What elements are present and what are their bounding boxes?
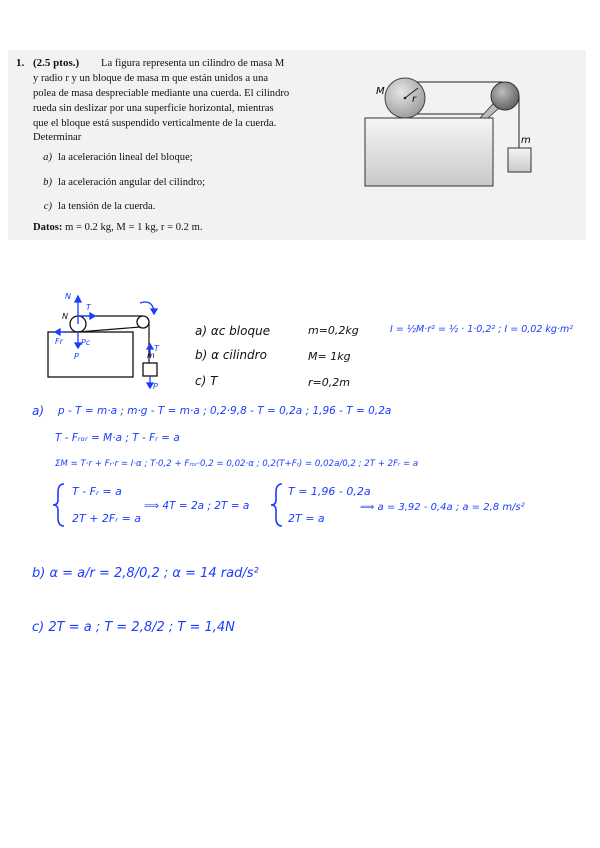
statement-line-2: y radio r y un bloque de masa m que están unidos a una bbox=[33, 73, 269, 84]
item-a-text: la aceleración lineal del bloque; bbox=[58, 152, 193, 163]
item-c-text: la tensión de la cuerda. bbox=[58, 201, 156, 212]
eq-moments: ΣM = T·r + Fᵣ·r = I·α ; T·0,2 + Fᵣₒᵣ·0,2 = 0,02·α ; 0,2(T+Fᵣ) = 0,02a/0,2 ; 2T + 2Fᵣ = a bbox=[55, 459, 419, 469]
question-points: (2.5 ptos.) bbox=[33, 57, 80, 69]
part-b-answer: b) α = a/r = 2,8/0,2 ; α = 14 rad/s² bbox=[32, 566, 259, 581]
system2-eq1: T = 1,96 - 0,2a bbox=[288, 485, 371, 498]
svg-text:N: N bbox=[62, 312, 68, 321]
item-a-label: a) bbox=[43, 152, 52, 163]
svg-text:T: T bbox=[86, 303, 91, 312]
item-b bbox=[38, 177, 205, 188]
inertia-formula: I = ½M·r² = ½ · 1·0,2² ; I = 0,02 kg·m² bbox=[390, 324, 574, 335]
given-m: m=0,2kg bbox=[308, 324, 359, 337]
statement-line-6: Determinar bbox=[33, 132, 82, 143]
brace-2 bbox=[270, 482, 284, 528]
table-block bbox=[365, 118, 493, 186]
given-b: b) α cilindro bbox=[195, 348, 267, 362]
problem-figure bbox=[360, 70, 560, 190]
brace-1 bbox=[52, 482, 66, 528]
svg-text:P: P bbox=[74, 352, 79, 361]
svg-text:Pc: Pc bbox=[81, 338, 91, 347]
pulley bbox=[491, 82, 519, 110]
eq-block: p - T = m·a ; m·g - T = m·a ; 0,2·9,8 - T = 0,2a ; 1,96 - T = 0,2a bbox=[58, 405, 392, 417]
given-a: a) αc bloque bbox=[195, 324, 271, 338]
statement-line-3: polea de masa despreciable mediante una cuerda. El cilindro bbox=[33, 88, 290, 99]
system1-eq2: 2T + 2Fᵣ = a bbox=[72, 512, 142, 525]
part-a-label: a) bbox=[32, 404, 45, 418]
item-c-label: c) bbox=[43, 201, 52, 212]
item-a bbox=[38, 152, 193, 163]
svg-text:m: m bbox=[147, 351, 155, 360]
given-r: r=0,2m bbox=[308, 376, 350, 389]
datos-text: m = 0.2 kg, M = 1 kg, r = 0.2 m. bbox=[65, 222, 203, 233]
statement-line-5: que el bloque está suspendido verticalmente de la cuerda. bbox=[33, 118, 277, 129]
statement-line-1: La figura representa un cilindro de masa M bbox=[101, 58, 285, 69]
question-number: 1. bbox=[16, 57, 25, 69]
hand-sketch bbox=[40, 285, 170, 395]
label-m: m bbox=[521, 135, 531, 146]
system2-result: ⟹ a = 3,92 - 0,4a ; a = 2,8 m/s² bbox=[360, 502, 525, 513]
svg-text:P: P bbox=[153, 382, 158, 391]
part-c-answer: c) 2T = a ; T = 2,8/2 ; T = 1,4N bbox=[32, 620, 235, 635]
datos-label: Datos: bbox=[33, 222, 63, 233]
svg-text:N: N bbox=[65, 292, 71, 301]
statement-line-4: rueda sin deslizar por una superficie horizontal, mientras bbox=[33, 103, 274, 114]
system1-result: ⟹ 4T = 2a ; 2T = a bbox=[144, 500, 250, 512]
datos bbox=[33, 222, 203, 233]
given-c: c) T bbox=[195, 374, 218, 388]
label-r: r bbox=[412, 94, 417, 105]
item-b-label: b) bbox=[43, 177, 52, 188]
hanging-block bbox=[508, 148, 531, 172]
system1-eq1: T - Fᵣ = a bbox=[72, 485, 122, 498]
item-b-text: la aceleración angular del cilindro; bbox=[58, 177, 206, 188]
svg-text:T: T bbox=[154, 344, 159, 353]
svg-text:Fr: Fr bbox=[55, 337, 63, 346]
eq-cylinder-force: T - Fᵣₒᵣ = M·a ; T - Fᵣ = a bbox=[55, 432, 180, 444]
system2-eq2: 2T = a bbox=[288, 512, 325, 525]
given-M: M= 1kg bbox=[308, 350, 351, 363]
label-M: M bbox=[376, 86, 385, 97]
item-c bbox=[38, 201, 155, 212]
